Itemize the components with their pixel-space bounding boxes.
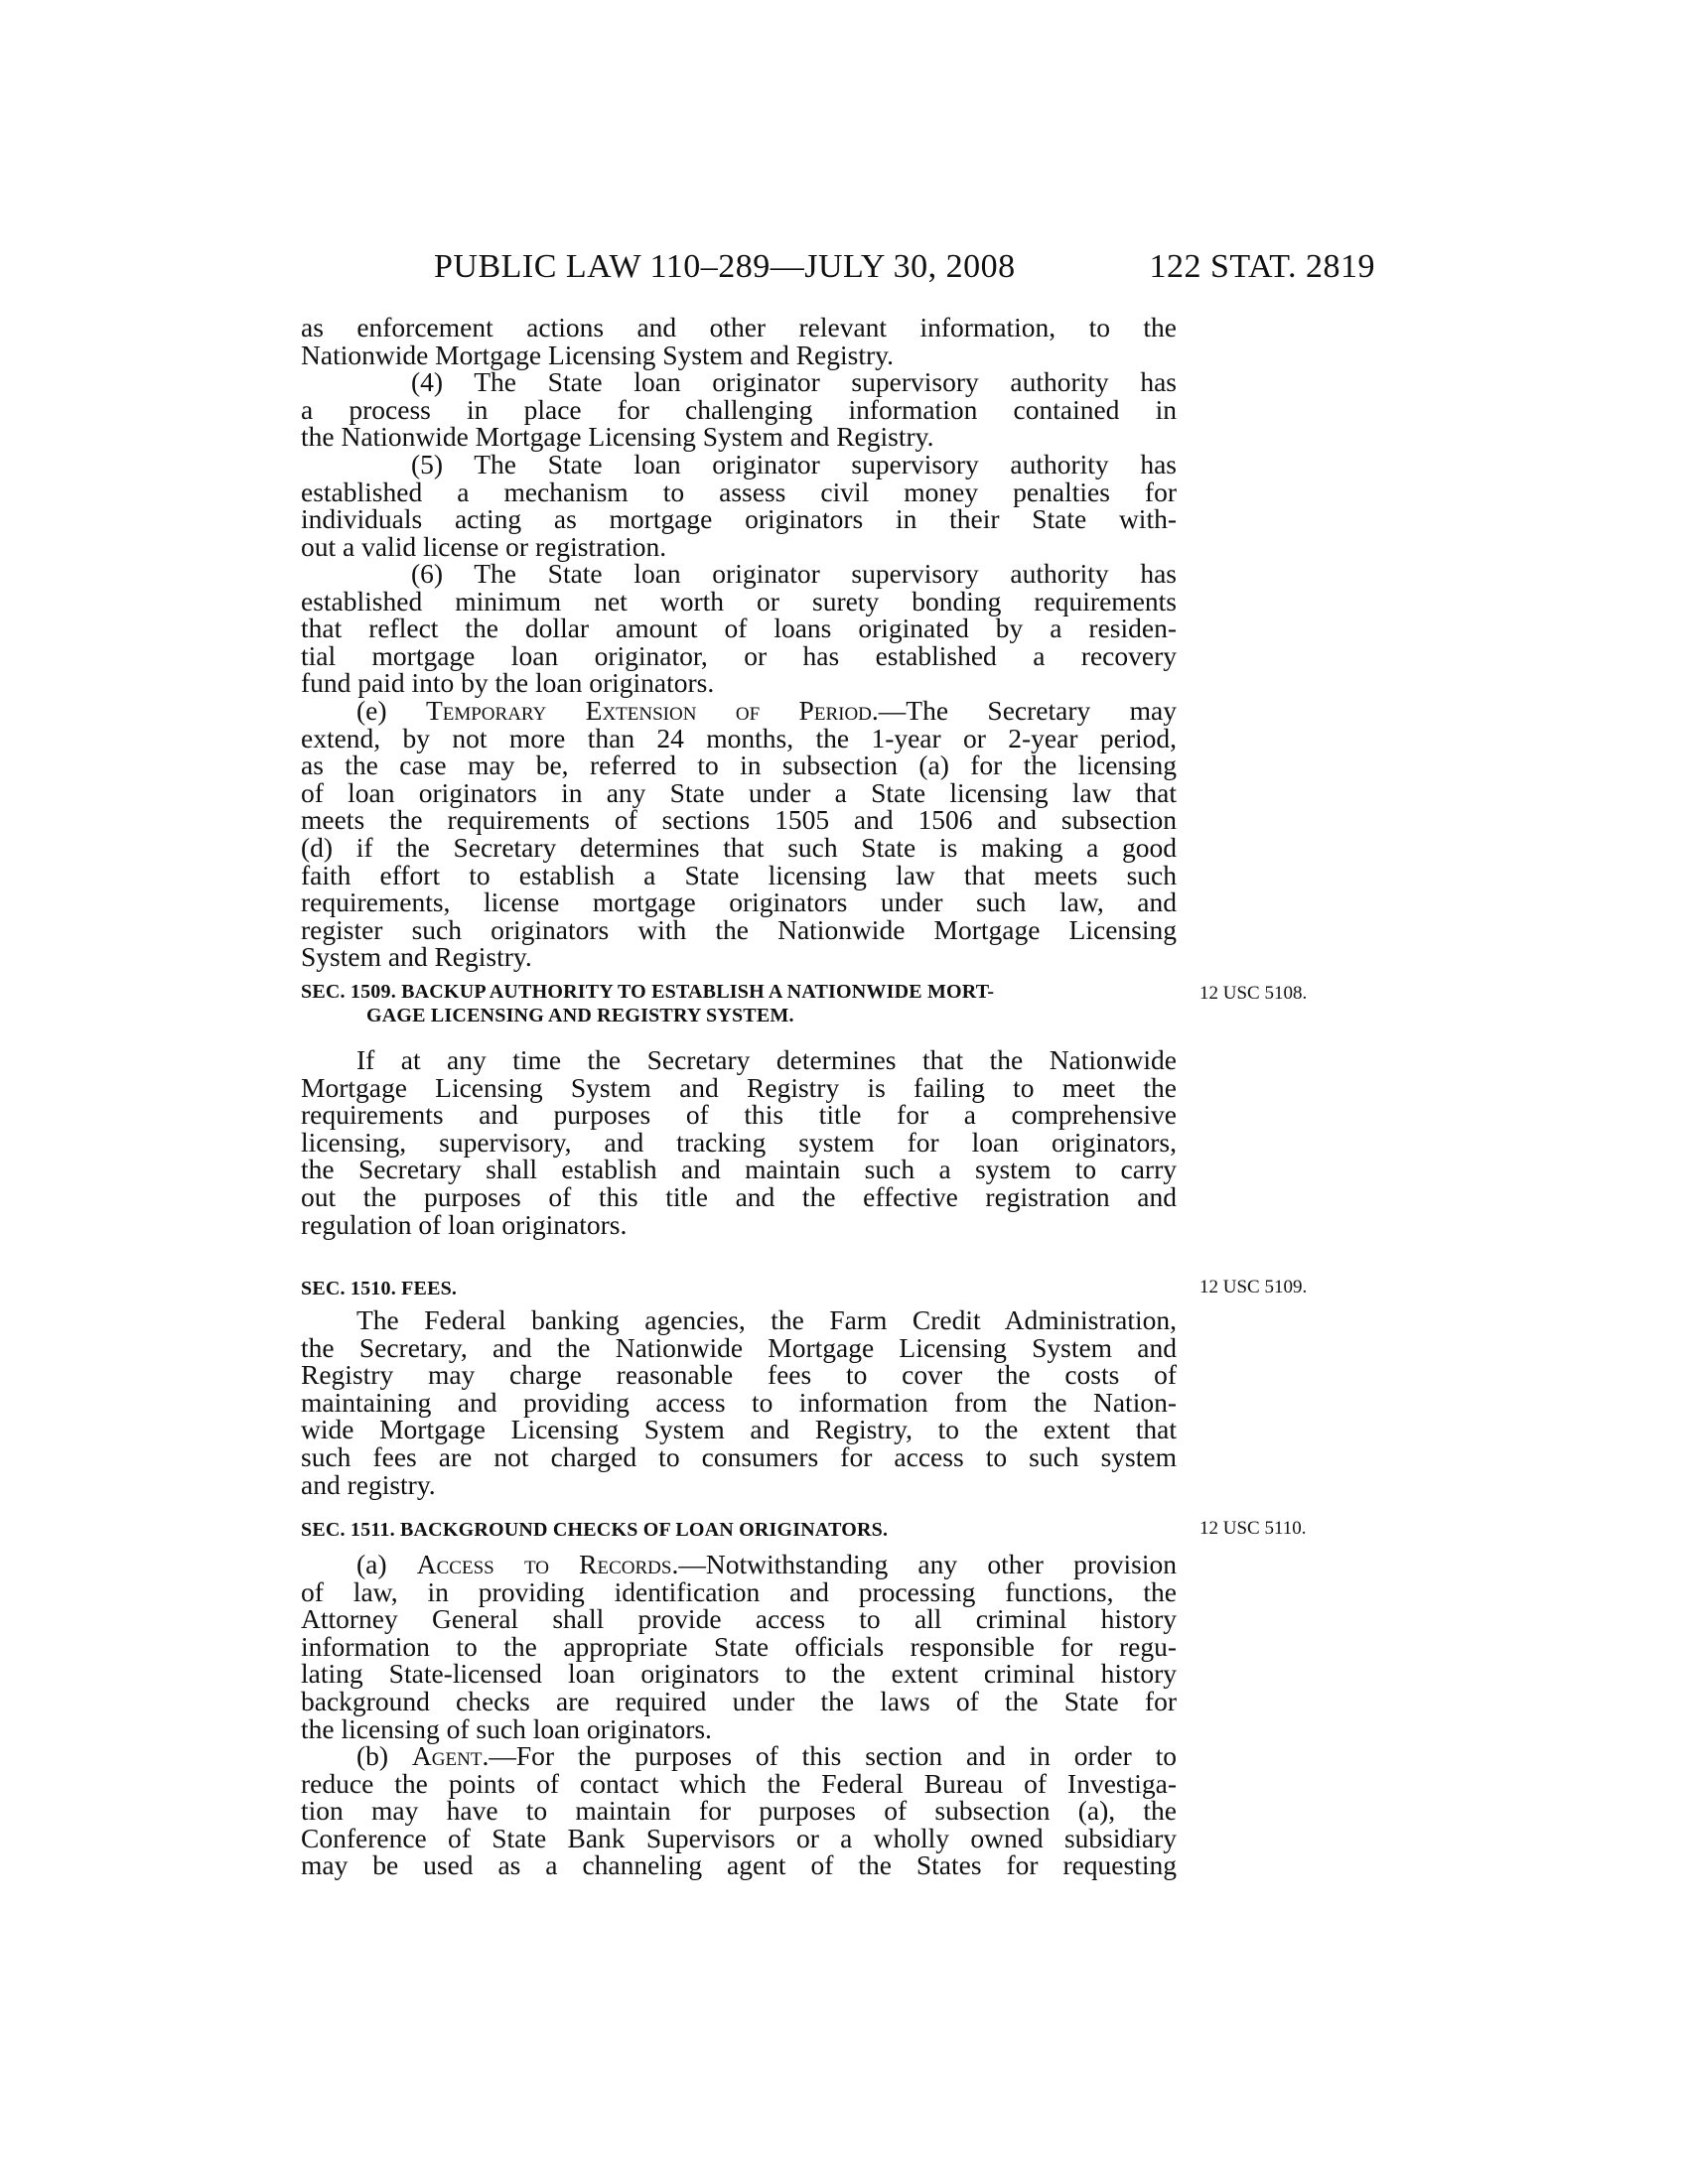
text-line: as enforcement actions and other relevant information, to the <box>301 312 1177 342</box>
text-line: out a valid license or registration. <box>301 530 667 562</box>
text-line: regulation of loan originators. <box>301 1208 628 1240</box>
text-line: the Secretary shall establish and maintain such a system to carry <box>301 1154 1177 1185</box>
text-line: (6) The State loan originator supervisory authority has <box>411 558 1177 589</box>
text-line: tial mortgage loan originator, or has established a recovery <box>301 639 1177 671</box>
text-line: If at any time the Secretary determines that the Nationwide <box>356 1044 1177 1075</box>
section-1509-body <box>301 1046 1177 1238</box>
usc-citation-note: 12 USC 5109. <box>1199 1277 1308 1297</box>
subsection-e <box>301 697 1177 971</box>
subsection-heading: Temporary Extension of Period <box>425 695 872 726</box>
section-1509-title <box>301 980 1177 1027</box>
text-line: Registry may charge reasonable fees to cover the costs of <box>301 1359 1177 1391</box>
text-line: System and Registry. <box>301 941 532 973</box>
paragraph-6 <box>301 560 1177 697</box>
text-line: Nationwide Mortgage Licensing System and Registry. <box>301 339 894 370</box>
subsection-label: (b) <box>356 1740 412 1771</box>
text-line: a process in place for challenging information contained in <box>301 393 1177 425</box>
text-line: of loan originators in any State under a State licensing law that <box>301 776 1177 808</box>
subsection-lead: .—For the purposes of this section and in order to <box>482 1740 1178 1771</box>
text-line: out the purposes of this title and the effective registration and <box>301 1180 1177 1212</box>
text-line: Attorney General shall provide access to all criminal history <box>301 1603 1177 1635</box>
section-1511-title: SEC. 1511. BACKGROUND CHECKS OF LOAN ORIGINATORS. <box>301 1519 889 1541</box>
text-line: extend, by not more than 24 months, the 1-year or 2-year period, <box>301 722 1177 753</box>
text-line <box>301 1551 1177 1578</box>
text-line: tion may have to maintain for purposes of subsection (a), the <box>301 1795 1177 1827</box>
text-line: register such originators with the Nationwide Mortgage Licensing <box>301 913 1177 945</box>
subsection-label: (a) <box>356 1549 417 1579</box>
subsection-label: (e) <box>356 695 426 726</box>
text-line: (4) The State loan originator supervisory authority has <box>411 366 1177 397</box>
subsection-heading: Access to Records <box>416 1549 672 1579</box>
text-line: established a mechanism to assess civil money penalties for <box>301 476 1177 507</box>
text-line <box>301 697 1177 725</box>
text-line: may be used as a channeling agent of the States for requesting <box>301 1849 1177 1881</box>
subsection-lead: .—The Secretary may <box>871 695 1177 726</box>
text-line: individuals acting as mortgage originators in their State with- <box>301 503 1177 535</box>
subsection-heading: Agent <box>411 1740 483 1771</box>
text-line: information to the appropriate State officials responsible for regu- <box>301 1630 1177 1662</box>
section-1511-subsection-b <box>301 1742 1177 1879</box>
text-line: background checks are required under the laws of the State for <box>301 1685 1177 1716</box>
text-line: (d) if the Secretary determines that such State is making a good <box>301 831 1177 863</box>
text-line <box>301 1742 1177 1770</box>
text-line: faith effort to establish a State licensing law that meets such <box>301 859 1177 890</box>
text-line: requirements, license mortgage originators under such law, and <box>301 887 1177 918</box>
text-line: meets the requirements of sections 1505 and 1506 and subsection <box>301 804 1177 836</box>
section-1510-title: SEC. 1510. FEES. <box>301 1278 458 1299</box>
running-header-stat-page: 122 STAT. 2819 <box>1149 248 1375 285</box>
text-line: that reflect the dollar amount of loans originated by a residen- <box>301 613 1177 644</box>
text-line: and registry. <box>301 1468 436 1500</box>
text-line: lating State-licensed loan originators to the extent criminal history <box>301 1658 1177 1690</box>
text-line: Mortgage Licensing System and Registry is failing to meet the <box>301 1071 1177 1103</box>
running-header-law: PUBLIC LAW 110–289—JULY 30, 2008 <box>434 248 1016 285</box>
section-title-line: SEC. 1509. BACKUP AUTHORITY TO ESTABLISH A NATIONWIDE MORT- <box>301 981 995 1003</box>
text-line: The Federal banking agencies, the Farm Credit Administration, <box>356 1304 1177 1335</box>
paragraph-5 <box>301 451 1177 560</box>
text-line: established minimum net worth or surety bonding requirements <box>301 585 1177 616</box>
text-line: maintaining and providing access to information from the Nation- <box>301 1386 1177 1418</box>
text-line: as the case may be, referred to in subsection (a) for the licensing <box>301 750 1177 781</box>
paragraph-4 <box>301 368 1177 451</box>
text-line: the Secretary, and the Nationwide Mortgage Licensing System and <box>301 1331 1177 1363</box>
text-line: (5) The State loan originator supervisory authority has <box>411 449 1177 479</box>
text-line: such fees are not charged to consumers for access to such system <box>301 1440 1177 1472</box>
text-line: of law, in providing identification and processing functions, the <box>301 1575 1177 1607</box>
text-line: licensing, supervisory, and tracking system for loan originators, <box>301 1126 1177 1158</box>
text-line: wide Mortgage Licensing System and Registry, to the extent that <box>301 1414 1177 1445</box>
section-1511-subsection-a <box>301 1551 1177 1742</box>
text-line: Conference of State Bank Supervisors or a wholly owned subsidiary <box>301 1822 1177 1853</box>
text-line: requirements and purposes of this title for a comprehensive <box>301 1099 1177 1131</box>
usc-citation-note: 12 USC 5108. <box>1199 983 1308 1004</box>
paragraph-continuation <box>301 314 1177 368</box>
usc-citation-note: 12 USC 5110. <box>1199 1518 1307 1539</box>
text-line: the licensing of such loan originators. <box>301 1712 712 1744</box>
text-line: the Nationwide Mortgage Licensing System and Registry. <box>301 421 934 453</box>
text-line: reduce the points of contact which the Federal Bureau of Investiga- <box>301 1767 1177 1799</box>
section-1510-body <box>301 1306 1177 1498</box>
subsection-lead: .—Notwithstanding any other provision <box>671 1549 1177 1579</box>
text-line: fund paid into by the loan originators. <box>301 667 715 699</box>
section-title-line: GAGE LICENSING AND REGISTRY SYSTEM. <box>366 1005 794 1026</box>
